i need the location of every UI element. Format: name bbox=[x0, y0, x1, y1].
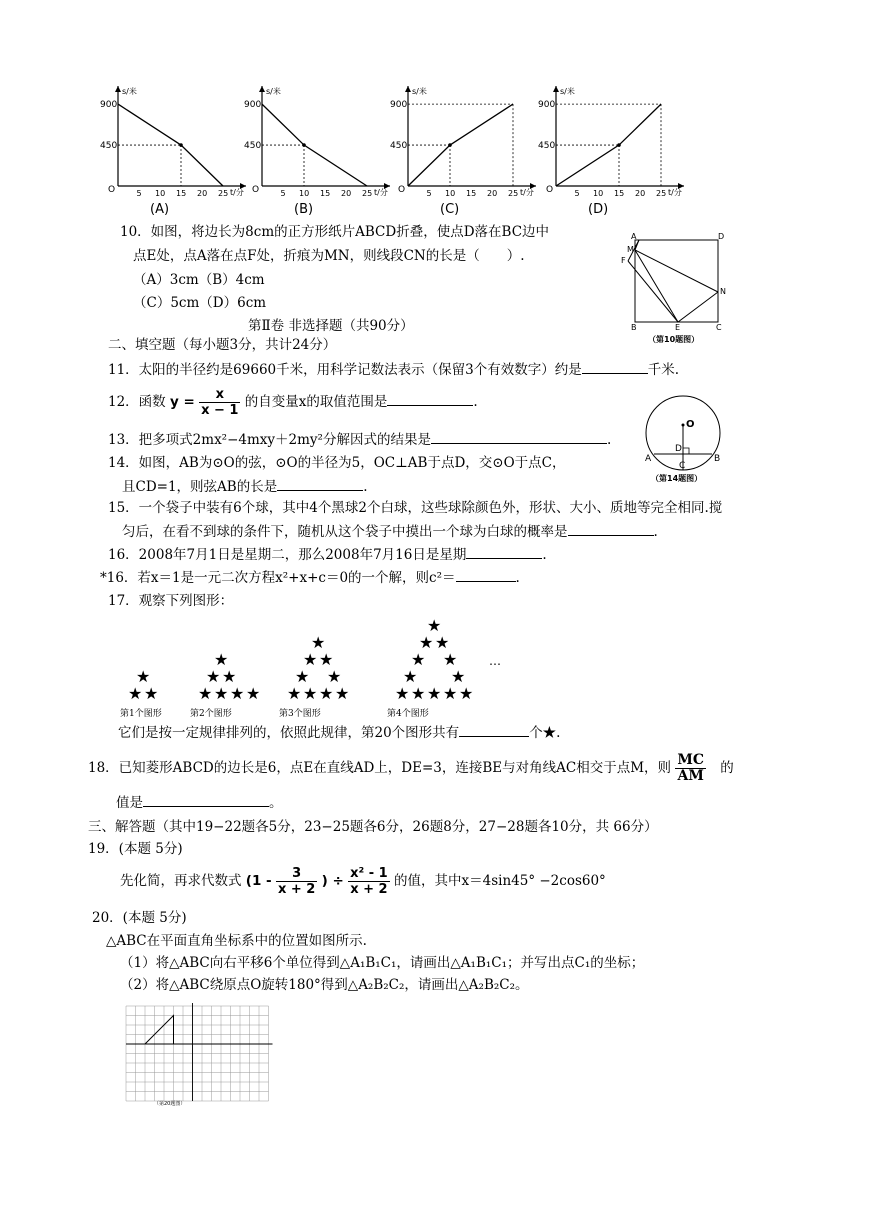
x-tick-10: 10 bbox=[299, 189, 310, 198]
q16: 16．2008年7月1日是星期二，那么2008年7月16日是星期 . bbox=[108, 547, 547, 563]
star-figure-label-3: 第3个图形 bbox=[279, 709, 321, 719]
graph-label: (B) bbox=[294, 202, 314, 217]
q9-graphs-svg bbox=[0, 0, 869, 220]
q12-y: y = bbox=[169, 394, 195, 410]
x-axis-label: t/分 bbox=[230, 188, 244, 197]
graph-panel-c bbox=[390, 86, 536, 217]
graph-panel-d bbox=[538, 86, 684, 217]
x-tick-15: 15 bbox=[320, 189, 331, 198]
q10-caption: （第10题图） bbox=[648, 335, 700, 344]
q14-line1: 14．如图，AB为⊙O的弦，⊙O的半径为5，OC⊥AB于点D，交⊙O于点C， bbox=[108, 455, 566, 471]
star-2-0-0: ★ bbox=[214, 650, 229, 669]
x-tick-10: 10 bbox=[593, 189, 604, 198]
graph-label: (C) bbox=[440, 202, 460, 217]
star-2-1-0: ★ bbox=[206, 667, 221, 686]
right-angle-mark bbox=[683, 448, 689, 454]
x-tick-25: 25 bbox=[362, 189, 373, 198]
q16b: *16．若x＝1是一元二次方程x²+x+c＝0的一个解，则c²＝ . bbox=[100, 570, 520, 586]
q12-fraction: $\frac{x}{x - 1}$ bbox=[201, 387, 239, 418]
star-2-1-1: ★ bbox=[222, 667, 237, 686]
q14-caption: （第14题图） bbox=[651, 474, 703, 483]
y-axis-label: s/米 bbox=[412, 87, 427, 96]
q18-blank[interactable] bbox=[143, 793, 269, 807]
x-tick-5: 5 bbox=[426, 189, 432, 198]
q15-line1: 15．一个袋子中装有6个球，其中4个黑球2个白球，这些球除颜色外，形状、大小、质地等完全相同.搅 bbox=[108, 500, 723, 516]
distance-line bbox=[262, 104, 367, 186]
y-tick-450: 450 bbox=[100, 141, 118, 152]
x-tick-25: 25 bbox=[218, 189, 229, 198]
star-1-1-0: ★ bbox=[128, 684, 143, 703]
x-axis-label: t/分 bbox=[520, 188, 534, 197]
star-2-2-3: ★ bbox=[246, 684, 261, 703]
star-3-3-1: ★ bbox=[303, 684, 318, 703]
star-figure-label-1: 第1个图形 bbox=[120, 709, 162, 719]
center-point bbox=[682, 424, 685, 427]
pt-n: N bbox=[720, 287, 726, 296]
q11 bbox=[108, 358, 679, 378]
q12-after: 的自变量x的取值范围是 bbox=[244, 394, 388, 410]
y-axis-label: s/米 bbox=[122, 87, 137, 96]
turn-point bbox=[302, 143, 306, 147]
x-tick-5: 5 bbox=[574, 189, 580, 198]
star-4-2-0: ★ bbox=[411, 650, 426, 669]
star-figure-label-4: 第4个图形 bbox=[387, 709, 429, 719]
q20-line3: （2）将△ABC绕原点O旋转180°得到△A₂B₂C₂，请画出△A₂B₂C₂。 bbox=[120, 977, 529, 993]
y-tick-450: 450 bbox=[390, 141, 408, 152]
star-3-0-0: ★ bbox=[311, 633, 326, 652]
y-arrow bbox=[553, 86, 559, 92]
square-abcd bbox=[635, 240, 718, 322]
star-2-2-0: ★ bbox=[198, 684, 213, 703]
y-axis-label: s/米 bbox=[266, 87, 281, 96]
x-tick-25: 25 bbox=[508, 189, 519, 198]
star-4-4-2: ★ bbox=[427, 684, 442, 703]
q14-figure bbox=[642, 388, 732, 488]
fill-header: 二、填空题（每小题3分，共计24分） bbox=[108, 337, 337, 353]
graph-label: (A) bbox=[150, 202, 170, 217]
star-4-4-4: ★ bbox=[459, 684, 474, 703]
q16b-blank[interactable] bbox=[456, 568, 516, 582]
y-tick-900: 900 bbox=[100, 100, 118, 111]
q20-caption: （第20题图） bbox=[154, 1101, 186, 1107]
star-3-1-1: ★ bbox=[319, 650, 334, 669]
q18-fraction: $\frac{MC}{AM}$ bbox=[677, 752, 704, 784]
q13-blank[interactable] bbox=[431, 430, 607, 444]
star-1-0-0: ★ bbox=[136, 667, 151, 686]
pt-d: D bbox=[675, 444, 682, 454]
graph-label: (D) bbox=[588, 202, 609, 217]
star-3-3-3: ★ bbox=[335, 684, 350, 703]
q12-before: 12．函数 bbox=[108, 394, 166, 410]
graph-panel-a bbox=[100, 86, 246, 217]
x-tick-15: 15 bbox=[176, 189, 187, 198]
q11-after: 千米. bbox=[647, 362, 680, 378]
y-tick-450: 450 bbox=[538, 141, 556, 152]
star-3-3-0: ★ bbox=[287, 684, 302, 703]
star-4-4-0: ★ bbox=[395, 684, 410, 703]
pt-d: D bbox=[718, 232, 725, 241]
x-tick-20: 20 bbox=[197, 189, 208, 198]
y-arrow bbox=[115, 86, 121, 92]
x-axis-label: t/分 bbox=[668, 188, 682, 197]
q15-line2: 匀后，在看不到球的条件下，随机从这个袋子中摸出一个球为白球的概率是 . bbox=[122, 524, 658, 540]
q19-header: 19．(本题 5分) bbox=[88, 841, 183, 857]
q20-line2: （1）将△ABC向右平移6个单位得到△A₁B₁C₁，请画出△A₁B₁C₁；并写出点C₁的坐标； bbox=[120, 955, 645, 971]
x-tick-25: 25 bbox=[656, 189, 667, 198]
q13: 13．把多项式2mx²−4mxy＋2my²分解因式的结果是 . bbox=[108, 432, 612, 448]
y-tick-900: 900 bbox=[390, 100, 408, 111]
q11-before: 11．太阳的半径约是69660千米，用科学记数法表示（保留3个有效数字）约是 bbox=[108, 362, 582, 378]
q20-coordinate-grid bbox=[116, 998, 276, 1108]
grid-lines bbox=[126, 1006, 269, 1101]
star-4-0-0: ★ bbox=[427, 616, 442, 635]
star-4-3-1: ★ bbox=[451, 667, 466, 686]
q10-options-2: （C）5cm（D）6cm bbox=[133, 295, 267, 311]
triangle-abc bbox=[145, 1016, 174, 1045]
q20-header: 20．(本题 5分) bbox=[92, 910, 187, 926]
y-arrow bbox=[405, 86, 411, 92]
origin-label: O bbox=[546, 185, 554, 195]
q17-blank[interactable] bbox=[459, 723, 529, 737]
q19-frac2: $\frac{\text{x² - 1}}{x + 2}$ bbox=[350, 866, 388, 897]
pt-b: B bbox=[714, 454, 721, 464]
star-3-1-0: ★ bbox=[303, 650, 318, 669]
star-4-4-1: ★ bbox=[411, 684, 426, 703]
star-4-4-3: ★ bbox=[443, 684, 458, 703]
q17-star-patterns bbox=[0, 610, 869, 720]
pt-e: E bbox=[675, 323, 681, 332]
q18-line2: 值是 。 bbox=[116, 795, 283, 811]
x-tick-15: 15 bbox=[466, 189, 477, 198]
turn-point bbox=[448, 143, 452, 147]
pt-m: M bbox=[627, 245, 634, 254]
y-tick-450: 450 bbox=[244, 141, 262, 152]
q10-figure bbox=[618, 228, 738, 348]
pt-b: B bbox=[631, 323, 637, 332]
q10-line1: 10．如图，将边长为8cm的正方形纸片ABCD折叠，使点D落在BC边中 bbox=[120, 224, 550, 240]
q19-expression: 先化简，再求代数式 (1 - $\frac{3}{x + 2}$ ) ÷ $\frac{\text{x² - 1}}{x + 2}$ 的值，其中x＝4sin45° −2cos60° bbox=[120, 866, 606, 897]
x-tick-10: 10 bbox=[445, 189, 456, 198]
q16-blank[interactable] bbox=[466, 545, 542, 559]
star-2-2-2: ★ bbox=[230, 684, 245, 703]
star-figure-label-2: 第2个图形 bbox=[190, 709, 232, 719]
q11-blank[interactable] bbox=[582, 360, 648, 374]
section3-header: 三、解答题（其中19−22题各5分，23−25题各6分，26题8分，27−28题各10分，共 66分） bbox=[88, 819, 658, 835]
turn-point bbox=[617, 143, 621, 147]
pt-c: C bbox=[716, 323, 722, 332]
q10-line2: 点E处，点A落在点F处，折痕为MN，则线段CN的长是（ ）. bbox=[133, 248, 525, 264]
x-tick-15: 15 bbox=[614, 189, 625, 198]
star-2-2-1: ★ bbox=[214, 684, 229, 703]
distance-line bbox=[408, 104, 513, 186]
star-4-2-1: ★ bbox=[443, 650, 458, 669]
q12-blank[interactable] bbox=[387, 392, 473, 406]
q18-line1: 18．已知菱形ABCD的边长是6，点E在直线AD上，DE=3，连接BE与对角线AC相交于点M，则 $\frac{MC}{AM}$ 的 bbox=[88, 752, 734, 784]
x-tick-20: 20 bbox=[487, 189, 498, 198]
q14-blank[interactable] bbox=[277, 477, 363, 491]
star-1-1-1: ★ bbox=[144, 684, 159, 703]
q17-question: 它们是按一定规律排列的，依照此规律，第20个图形共有 个★. bbox=[118, 725, 561, 741]
q20-line1: △ABC在平面直角坐标系中的位置如图所示. bbox=[106, 933, 367, 949]
q14-line2: 且CD=1，则弦AB的长是 . bbox=[122, 479, 368, 495]
q15-blank[interactable] bbox=[568, 522, 654, 536]
origin-label: O bbox=[398, 185, 406, 195]
x-tick-5: 5 bbox=[136, 189, 142, 198]
q17-text: 17．观察下列图形： bbox=[108, 593, 234, 609]
x-tick-10: 10 bbox=[155, 189, 166, 198]
x-axis-label: t/分 bbox=[374, 188, 388, 197]
pt-a: A bbox=[631, 232, 637, 241]
pt-o: O bbox=[686, 419, 695, 430]
star-4-3-0: ★ bbox=[403, 667, 418, 686]
star-4-1-1: ★ bbox=[435, 633, 450, 652]
star-3-3-2: ★ bbox=[319, 684, 334, 703]
star-3-2-1: ★ bbox=[327, 667, 342, 686]
x-tick-20: 20 bbox=[341, 189, 352, 198]
q10-options-1: （A）3cm（B）4cm bbox=[133, 272, 265, 288]
q19-frac1: $\frac{3}{x + 2}$ bbox=[277, 866, 316, 897]
y-axis-label: s/米 bbox=[560, 87, 575, 96]
graph-panel-b bbox=[244, 86, 390, 217]
pt-a: A bbox=[645, 454, 652, 464]
x-tick-20: 20 bbox=[635, 189, 646, 198]
y-arrow bbox=[259, 86, 265, 92]
pt-f: F bbox=[621, 256, 626, 265]
pt-c: C bbox=[679, 461, 686, 471]
origin-label: O bbox=[108, 185, 116, 195]
star-3-2-0: ★ bbox=[295, 667, 310, 686]
x-tick-5: 5 bbox=[280, 189, 286, 198]
star-ellipsis: … bbox=[489, 654, 501, 668]
y-tick-900: 900 bbox=[538, 100, 556, 111]
star-4-1-0: ★ bbox=[419, 633, 434, 652]
turn-point bbox=[179, 143, 183, 147]
section2-header: 第Ⅱ卷 非选择题（共90分） bbox=[248, 318, 414, 334]
q12: 12．函数 y = $\frac{x}{x - 1}$ 的自变量x的取值范围是 . bbox=[108, 387, 478, 418]
origin-label: O bbox=[252, 185, 260, 195]
y-tick-900: 900 bbox=[244, 100, 262, 111]
